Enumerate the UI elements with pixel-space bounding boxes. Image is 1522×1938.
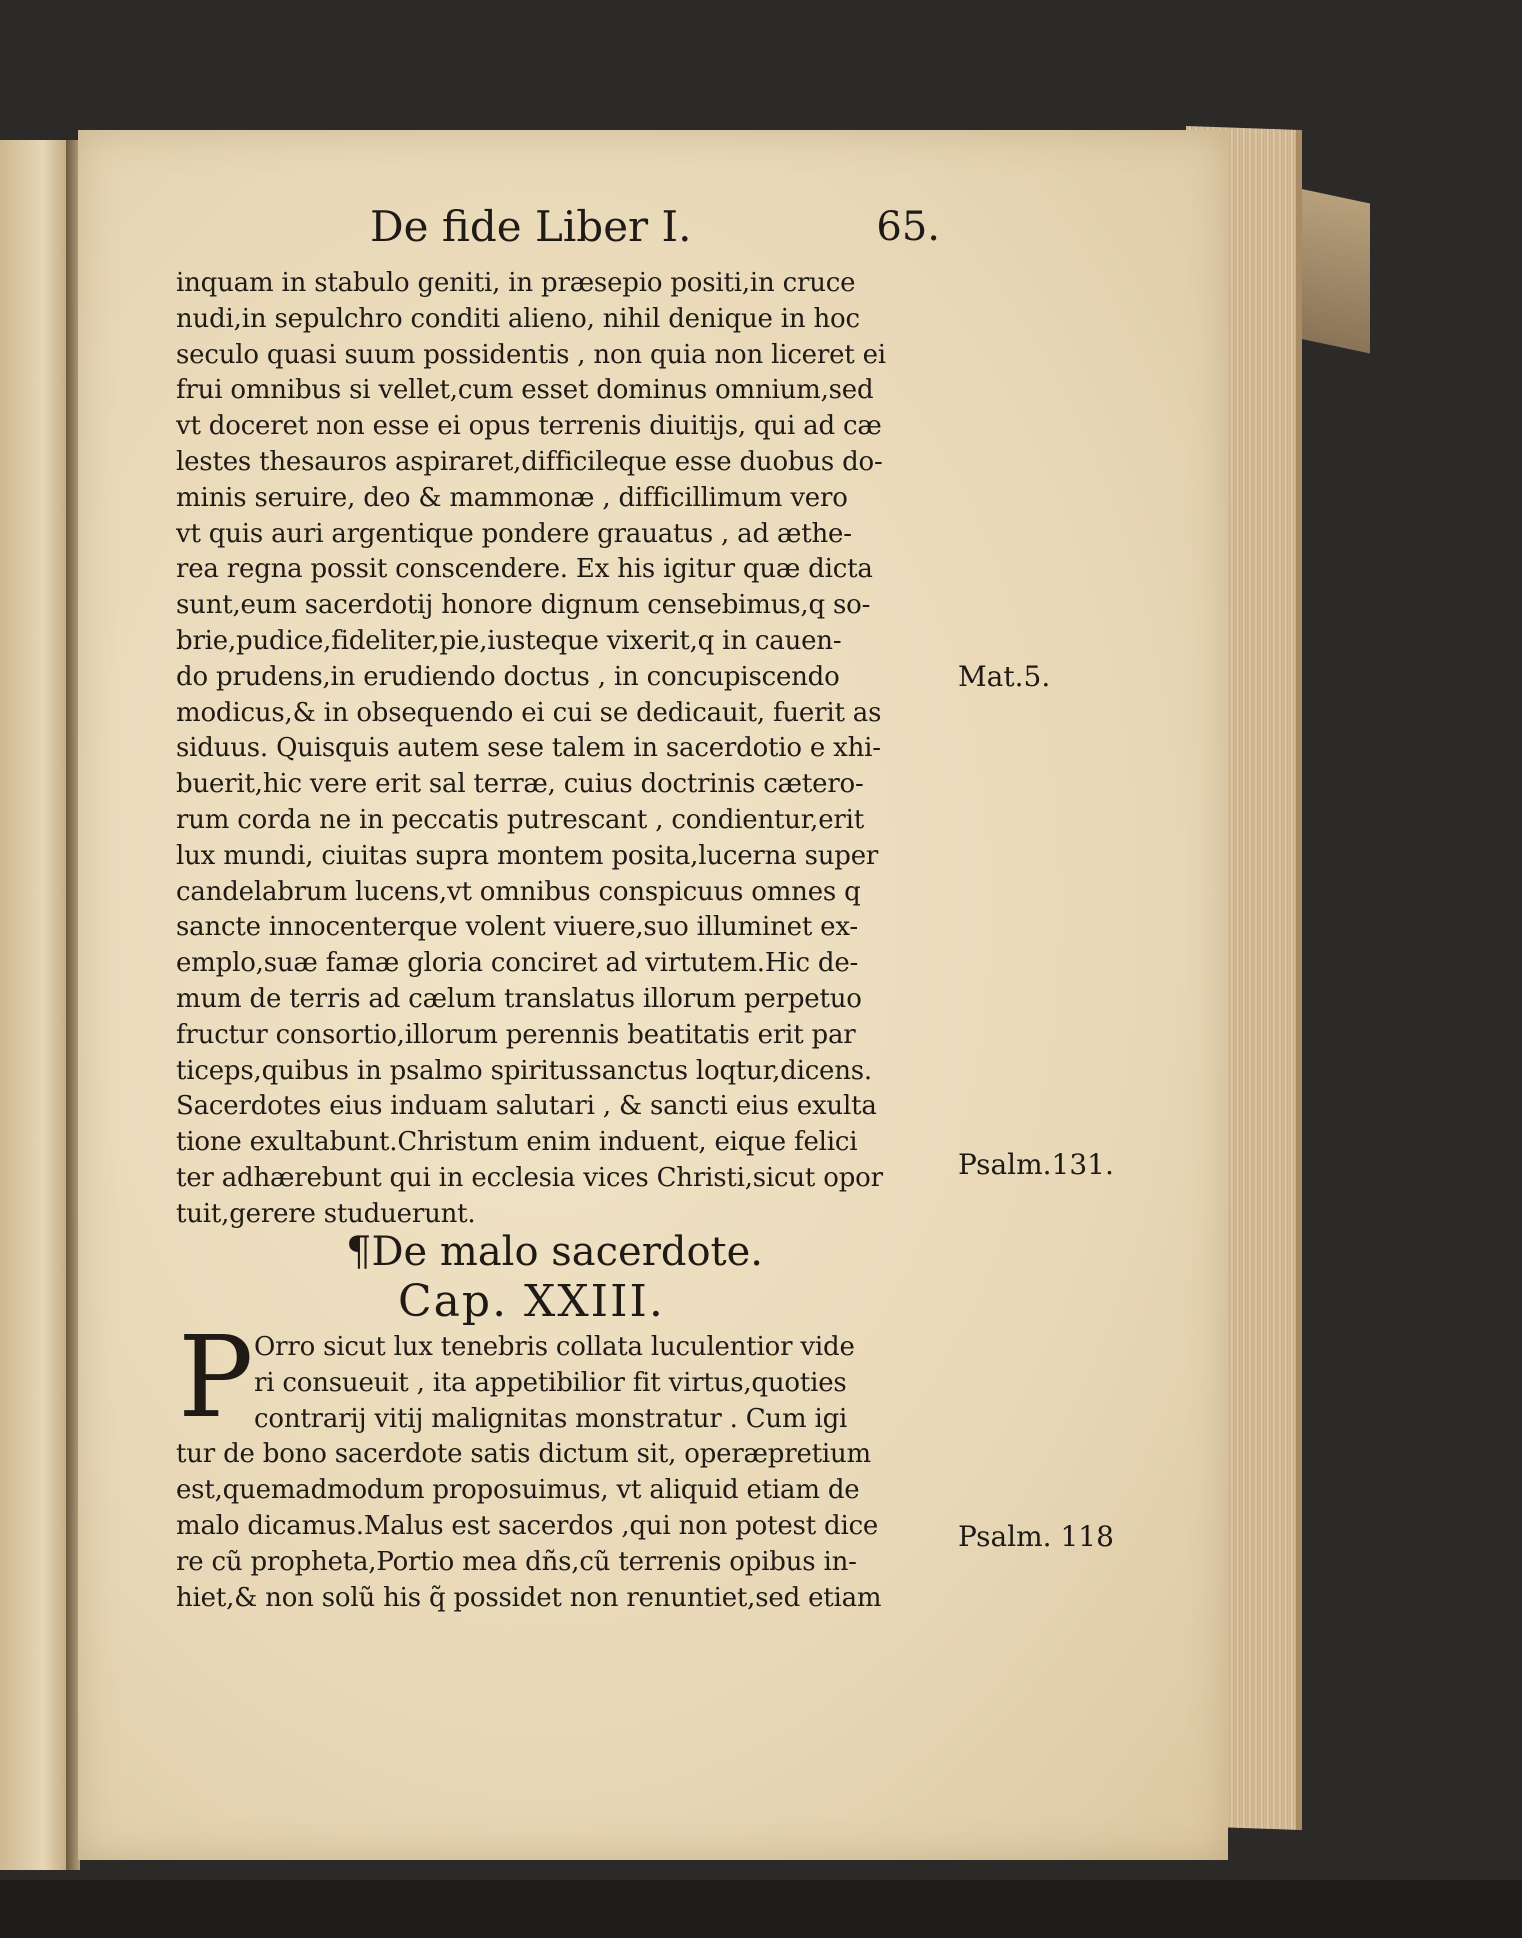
folio-number: 65.: [876, 204, 940, 250]
text-line: seculo quasi suum possidentis , non quia non liceret ei: [176, 339, 886, 370]
text-line: rea regna possit conscendere. Ex his igitur quæ dicta: [176, 554, 873, 585]
text-line: vt doceret non esse ei opus terrenis diuitijs, qui ad cæ: [176, 411, 882, 442]
margin-note-psalm-131: Psalm.131.: [958, 1148, 1114, 1181]
text-line: fructur consortio,illorum perennis beatitatis erit par: [176, 1019, 856, 1050]
text-line: ter adhærebunt qui in ecclesia vices Christi,sicut opor: [176, 1162, 883, 1193]
text-line: vt quis auri argentique pondere grauatus , ad æthe-: [176, 518, 852, 549]
background-strip: [0, 1880, 1522, 1938]
text-line: Sacerdotes eius induam salutari , & sancti eius exulta: [176, 1091, 877, 1122]
text-line: contrarij vitij malignitas monstratur . Cum igi: [254, 1403, 848, 1434]
text-line: modicus,& in obsequendo ei cui se dedicauit, fuerit as: [176, 697, 882, 728]
text-line: sunt,eum sacerdotij honore dignum censebimus,q so-: [176, 590, 871, 621]
text-line: malo dicamus.Malus est sacerdos ,qui non potest dice: [176, 1510, 879, 1541]
facing-page-edge: [0, 140, 72, 1870]
text-line: hiet,& non solũ his q̃ possidet non renuntiet,sed etiam: [176, 1582, 882, 1613]
margin-note-matthew: Mat.5.: [958, 660, 1051, 693]
text-line: do prudens,in erudiendo doctus , in concupiscendo: [176, 661, 840, 692]
text-line: emplo,suæ famæ gloria conciret ad virtutem.Hic de-: [176, 948, 859, 979]
page-fore-edge-tab: [1290, 186, 1370, 353]
text-line: frui omnibus si vellet,cum esset dominus omnium,sed: [176, 375, 874, 406]
drop-cap-initial: P: [178, 1313, 254, 1443]
text-line: nudi,in sepulchro conditi alieno, nihil denique in hoc: [176, 303, 860, 334]
text-line: re cũ propheta,Portio mea dñs,cũ terrenis opibus in-: [176, 1546, 857, 1577]
text-line: est,quemadmodum proposuimus, vt aliquid etiam de: [176, 1475, 860, 1506]
margin-note-psalm-118: Psalm. 118: [958, 1520, 1114, 1553]
text-line: minis seruire, deo & mammonæ , difficillimum vero: [176, 482, 848, 513]
text-line: buerit,hic vere erit sal terræ, cuius doctrinis cætero-: [176, 769, 864, 800]
text-line: mum de terris ad cælum translatus illorum perpetuo: [176, 983, 862, 1014]
text-line: lestes thesauros aspiraret,difficileque esse duobus do-: [176, 446, 883, 477]
chapter-title: ¶De malo sacerdote.: [346, 1229, 763, 1275]
text-line: siduus. Quisquis autem sese talem in sacerdotio e xhi-: [176, 733, 881, 764]
text-line: ri consueuit , ita appetibilior fit virtus,quoties: [254, 1367, 847, 1398]
text-line: Orro sicut lux tenebris collata luculentior vide: [254, 1332, 855, 1362]
text-line: ticeps,quibus in psalmo spiritussanctus loqtur,dicens.: [176, 1055, 872, 1086]
text-line: rum corda ne in peccatis putrescant , condientur,erit: [176, 804, 864, 835]
text-line: tuit,gerere studuerunt.: [176, 1198, 476, 1229]
text-line: candelabrum lucens,vt omnibus conspicuus omnes q: [176, 876, 861, 907]
chapter-number: Cap. XXIII.: [398, 1276, 665, 1327]
chapter-body-text: [176, 1330, 936, 1616]
running-title: De fide Liber I.: [370, 202, 692, 251]
text-line: inquam in stabulo geniti, in præsepio positi,in cruce: [176, 268, 856, 298]
text-line: lux mundi, ciuitas supra montem posita,lucerna super: [176, 840, 879, 871]
text-line: tione exultabunt.Christum enim induent, eique felici: [176, 1127, 858, 1158]
body-text: [176, 266, 936, 1233]
text-line: tur de bono sacerdote satis dictum sit, operæpretium: [176, 1439, 872, 1470]
text-line: brie,pudice,fideliter,pie,iusteque vixerit,q in cauen-: [176, 625, 842, 656]
text-line: sancte innocenterque volent viuere,suo illuminet ex-: [176, 912, 858, 943]
